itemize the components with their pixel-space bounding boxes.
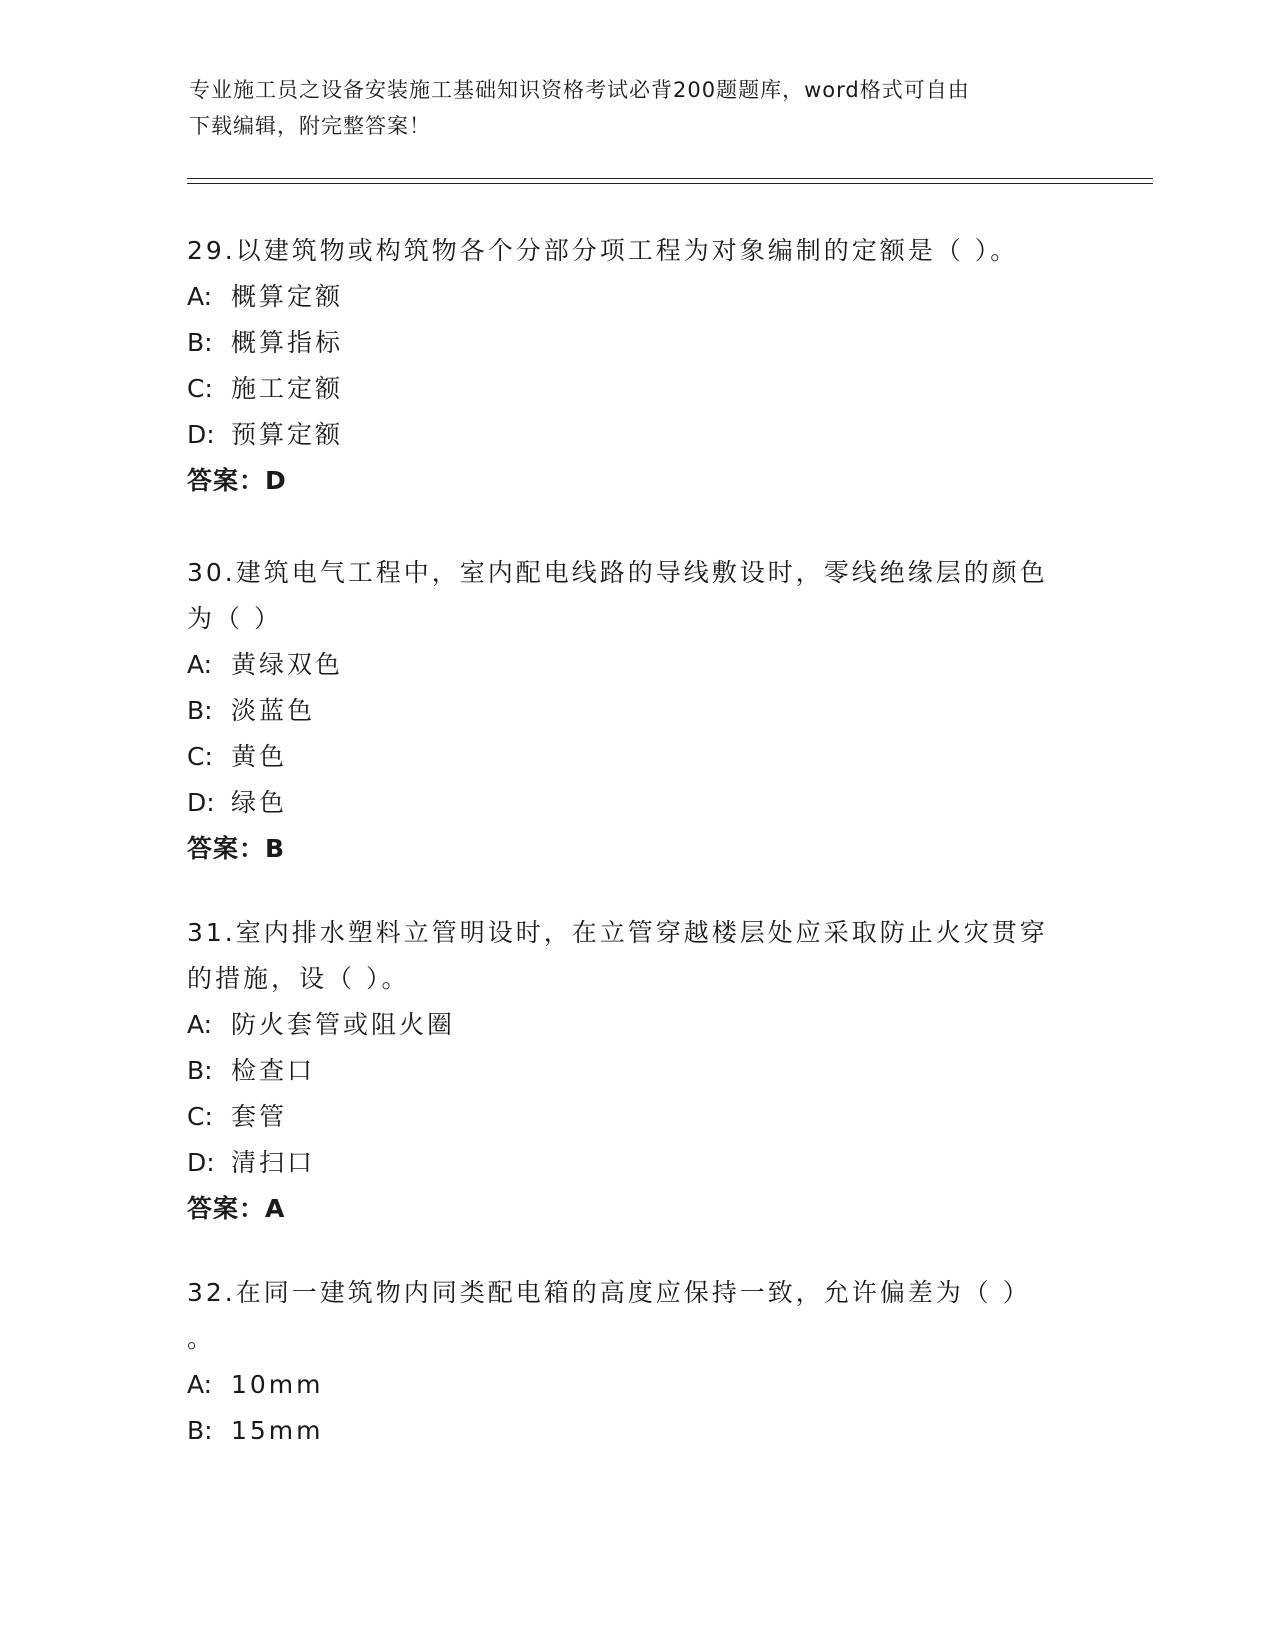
option-label: D: — [187, 1148, 215, 1177]
question-stem: 29.以建筑物或构筑物各个分部分项工程为对象编制的定额是（ ）。 — [187, 236, 1019, 265]
document-header — [189, 72, 1079, 144]
question-29 — [187, 228, 1087, 504]
option-label: C: — [187, 374, 213, 403]
option-text: 套管 — [231, 1102, 288, 1131]
option-d — [187, 412, 1087, 458]
header-line-1: 专业施工员之设备安装施工基础知识资格考试必背200题题库，word格式可自由 — [189, 78, 970, 102]
option-label: C: — [187, 742, 213, 771]
option-label: D: — [187, 788, 215, 817]
option-text: 检查口 — [231, 1056, 316, 1085]
question-stem-continued: 为（ ） — [187, 604, 282, 633]
question-stem: 32.在同一建筑物内同类配电箱的高度应保持一致，允许偏差为（ ） — [187, 1278, 1031, 1307]
option-label: B: — [187, 328, 213, 357]
option-label: C: — [187, 1102, 213, 1131]
option-d — [187, 780, 1087, 826]
option-label: A: — [187, 1370, 213, 1399]
option-text: 预算定额 — [231, 420, 344, 449]
question-stem: 30.建筑电气工程中，室内配电线路的导线敷设时，零线绝缘层的颜色 — [187, 558, 1048, 587]
option-text: 概算指标 — [231, 328, 344, 357]
option-text: 防火套管或阻火圈 — [231, 1010, 456, 1039]
question-32 — [187, 1270, 1087, 1454]
question-stem-continued: 的措施，设（ ）。 — [187, 964, 410, 993]
option-label: B: — [187, 1416, 213, 1445]
question-stem: 31.室内排水塑料立管明设时，在立管穿越楼层处应采取防止火灾贯穿 — [187, 918, 1048, 947]
option-label: D: — [187, 420, 215, 449]
option-c — [187, 366, 1087, 412]
option-a — [187, 274, 1087, 320]
option-a — [187, 642, 1087, 688]
option-label: A: — [187, 282, 213, 311]
header-line-2: 下载编辑，附完整答案！ — [189, 114, 431, 138]
option-a — [187, 1002, 1087, 1048]
option-b — [187, 1048, 1087, 1094]
option-text: 清扫口 — [231, 1148, 316, 1177]
option-label: B: — [187, 1056, 213, 1085]
option-text: 15mm — [231, 1416, 324, 1445]
option-text: 黄色 — [231, 742, 288, 771]
answer: 答案：A — [187, 1194, 286, 1223]
option-a — [187, 1362, 1087, 1408]
option-label: A: — [187, 650, 213, 679]
option-text: 施工定额 — [231, 374, 344, 403]
option-label: B: — [187, 696, 213, 725]
option-d — [187, 1140, 1087, 1186]
option-c — [187, 1094, 1087, 1140]
answer: 答案：D — [187, 466, 287, 495]
question-31 — [187, 910, 1087, 1232]
option-text: 黄绿双色 — [231, 650, 344, 679]
answer: 答案：B — [187, 834, 286, 863]
option-b — [187, 688, 1087, 734]
option-text: 淡蓝色 — [231, 696, 316, 725]
option-label: A: — [187, 1010, 213, 1039]
header-divider-top — [187, 178, 1153, 179]
question-30 — [187, 550, 1087, 872]
option-text: 概算定额 — [231, 282, 344, 311]
option-text: 绿色 — [231, 788, 288, 817]
option-b — [187, 1408, 1087, 1454]
option-text: 10mm — [231, 1370, 324, 1399]
option-c — [187, 734, 1087, 780]
question-stem-continued: 。 — [187, 1324, 216, 1353]
option-b — [187, 320, 1087, 366]
header-divider-bottom — [187, 183, 1153, 184]
